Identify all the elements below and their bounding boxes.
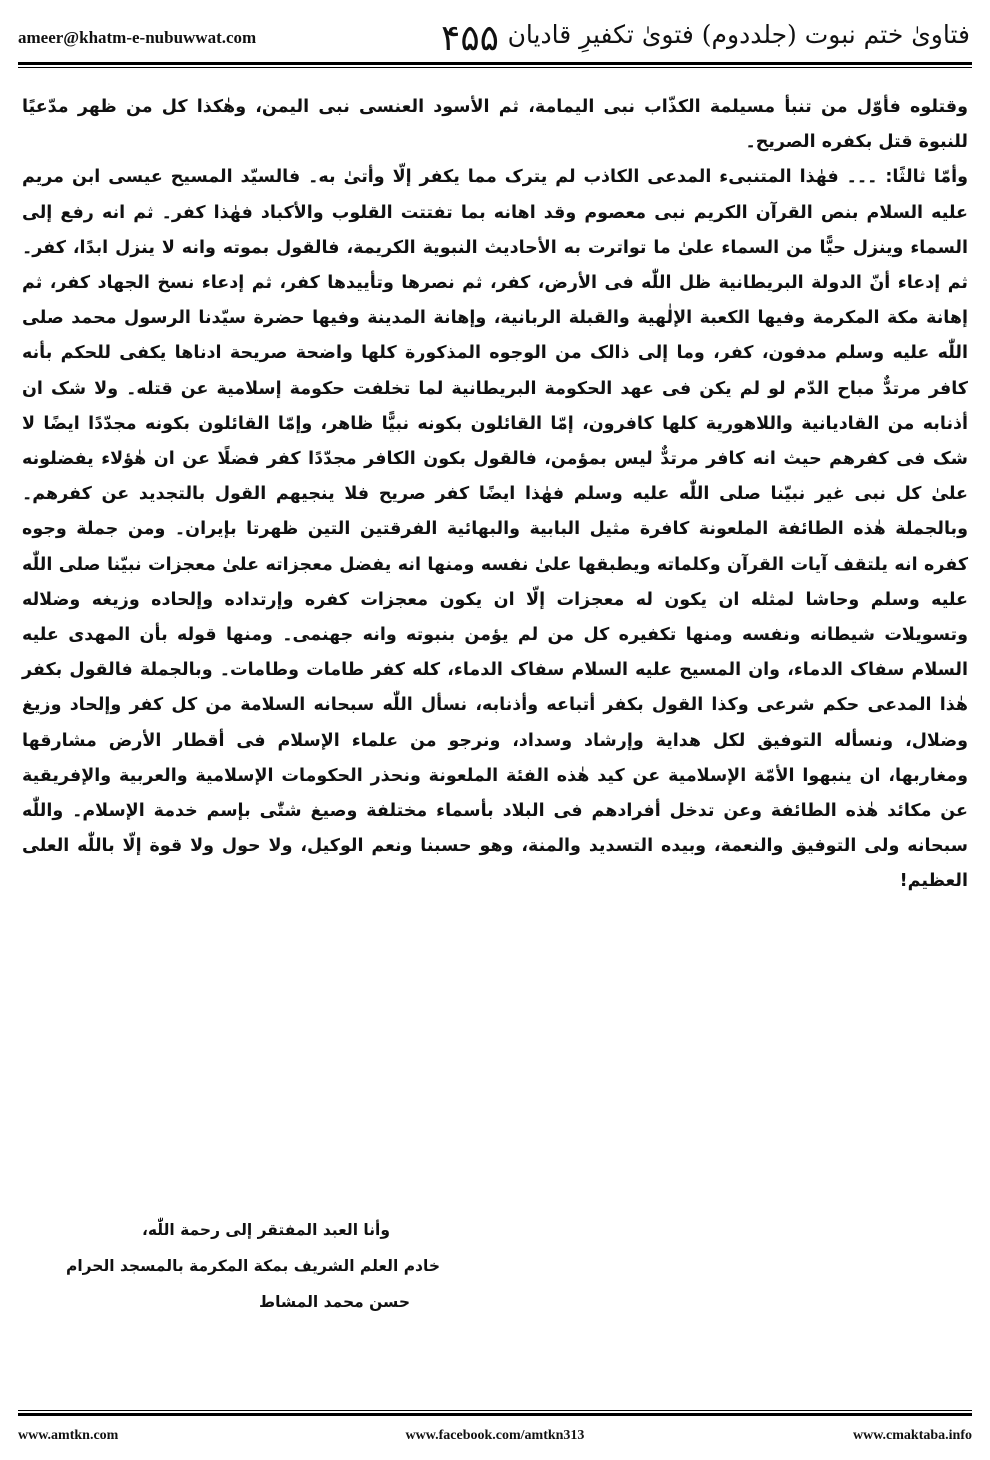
main-text (22, 90, 968, 900)
footer-rule-thin (18, 1410, 972, 1411)
footer-rule-thick (18, 1413, 972, 1416)
book-title: فتاویٰ ختم نبوت (جلددوم) فتویٰ تکفیرِ قادیان (507, 20, 970, 49)
header-rule-thick (18, 62, 972, 65)
signature-name: حسن محمد المشاط (258, 1293, 410, 1311)
signature-line-2: خادم العلم الشريف بمكة المكرمة بالمسجد الحرام (65, 1257, 440, 1275)
footer-link-cmaktaba[interactable]: www.cmaktaba.info (852, 1428, 972, 1443)
header-rule-thin (18, 67, 972, 68)
footer-link-amtkn[interactable]: www.amtkn.com (18, 1428, 119, 1443)
page-number: ۴۵۵ (440, 18, 499, 59)
signature-line-1: وأنا العبد المفتقر إلى رحمة اللّٰه، (142, 1221, 390, 1239)
page-header (0, 0, 990, 80)
footer-link-facebook[interactable]: www.facebook.com/amtkn313 (405, 1428, 585, 1443)
header-email: ameer@khatm-e-nubuwwat.com (18, 28, 257, 47)
signature-block (65, 1212, 440, 1320)
paragraph-2: وأمّا ثالثًا: ۔۔۔ فهٰذا المتنبىء المدعى الكاذب لم يترک مما يكفر إلّا وأتىٰ به۔ فالسيّد المسيح عيسى ابن مريم عليه السلام بنص القرآن الكريم نبى معصوم وقد اهانه بما تفتتت القلوب والأكباد فهٰذا كفر۔ ثم انه رفع إلى السماء وينزل حيًّا من السماء علىٰ ما تواترت به الأحاديث النبوية الكريمة، فالقول بموته وانه لا ينزل ابدًا، كفر۔ ثم إدعاء أنّ الدولة البريطانية ظل اللّٰه فى الأرض، كفر، ثم نصرها وتأييدها كفر، ثم إدعاء نسخ الجهاد كفر، ثم إهانة مكة المكرمة وفيها الكعبة الإلٰهية والقبلة الربانية، وإهانة المدينة وفيها حضرة سيّدنا الرسول محمد صلى اللّٰه عليه وسلم مدفون، كفر، وما إلى ذالک من الوجوه المذكورة كلها واضحة صريحة ادناها يكفى للحكم بأنه كافر مرتدٌّ مباح الدّم لو لم يكن فى عهد الحكومة البريطانية لما تخلفت حكومة إسلامية عن قتله۔ ولا شک ان أذنابه من القاديانية واللاهورية كلها كافرون، إمّا القائلون بكونه نبيًّا ظاهر، وإمّا القائلون بكونه مجدّدًا ايضًا لا شک فى كفرهم حيث انه كافر مرتدٌّ ليس بمؤمن، فالقول بكون الكافر مجدّدًا كفر فضلًا عن ان هٰؤلاء يفضلونه علىٰ كل نبى غير نبيّنا صلى اللّٰه عليه وسلم فهٰذا ايضًا كفر صريح فلا ينجيهم القول بالتجديد عن كفرهم۔ وبالجملة هٰذه الطائفة الملعونة كافرة مثيل البابية والبهائية الفرقتين التين ظهرتا بإيران۔ ومن جملة وجوه كفره انه يلتقف آيات القرآن وكلماته ويطبقها علىٰ نفسه ومنها انه يفضل معجزاته علىٰ معجزات نبيّنا صلى اللّٰه عليه وسلم وحاشا لمثله ان يكون له معجزات إلّا ان يكون معجزات كفره وإرتداده وإلحاده وزيغه وضلاله وتسويلات شيطانه ونفسه ومنها تكفيره كل من لم يؤمن بنبوته وانه جهنمى۔ ومنها قوله بأن المهدى عليه السلام سفاک الدماء، وان المسيح عليه السلام سفاک الدماء، كله كفر طامات وطامات۔ وبالجملة فالقول بكفر هٰذا المدعى حكم شرعى وكذا القول بكفر أتباعه وأذنابه، نسأل اللّٰه سبحانه السلامة من كل كفر وإلحاد وزيغ وضلال، ونسأله التوفيق لكل هداية وإرشاد وسداد، ونرجو من علماء الإسلام فى أقطار الأرض مشارقها ومغاربها، ان ينبهوا الأمّة الإسلامية عن كيد هٰذه الفئة الملعونة ونحذر الحكومات الإسلامية والعربية والإفريقية عن مكائد هٰذه الطائفة وعن تدخل أفرادهم فى البلاد بأسماء مختلفة وصيغ شتّٰى بإسم خدمة الإسلام۔ واللّٰه سبحانه ولى التوفيق والنعمة، وبيده التسديد والمنة، وهو حسبنا ونعم الوكيل، ولا حول ولا قوة إلّا باللّٰه العلى العظيم! (22, 167, 968, 892)
paragraph-1: وقتلوه فأوّل من تنبأ مسيلمة الكذّاب نبى اليمامة، ثم الأسود العنسى نبى اليمن، وهٰكذا كل من ظهر مدّعيًا للنبوة قتل بكفره الصريح۔ (22, 97, 968, 153)
page-footer (0, 1420, 990, 1460)
